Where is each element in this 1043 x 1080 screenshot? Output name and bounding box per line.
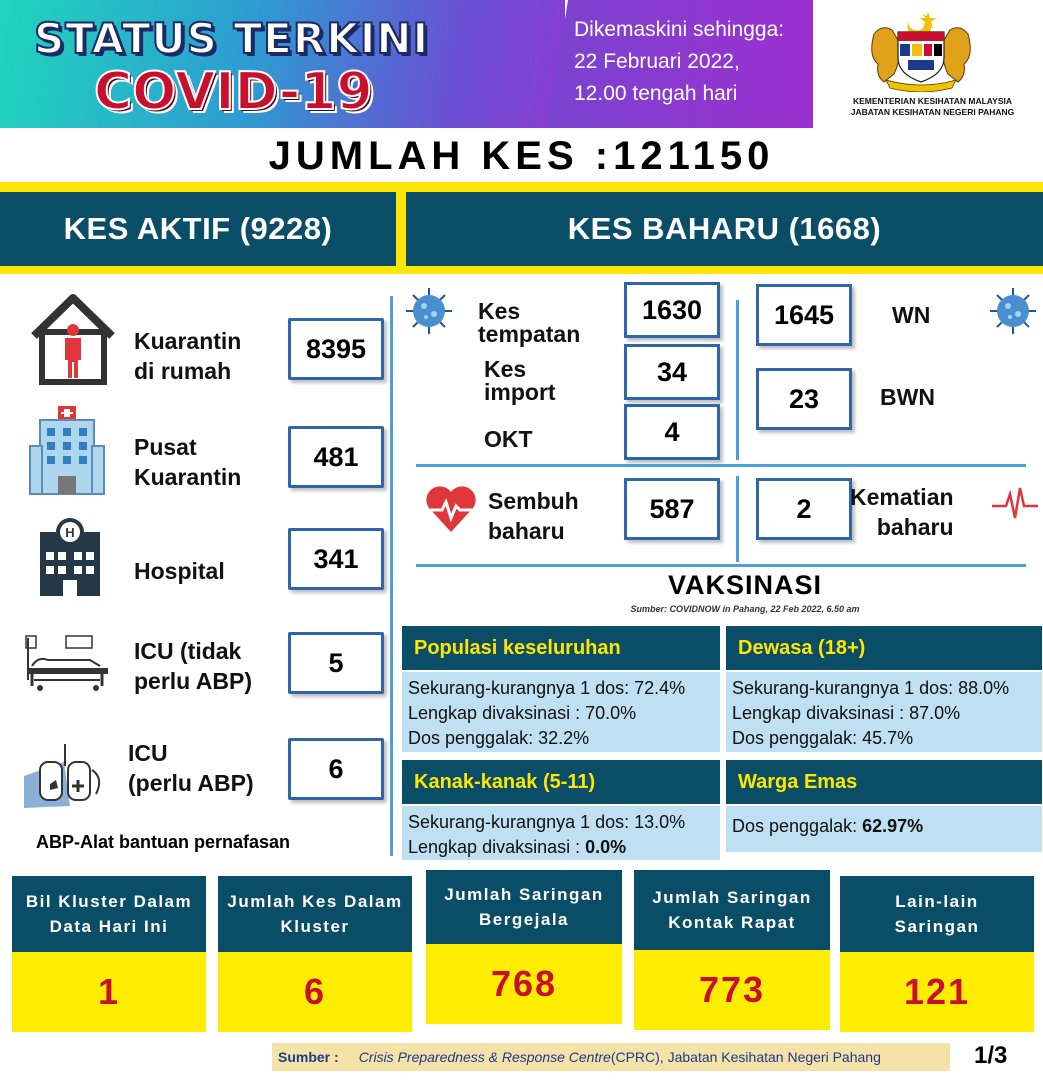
stat-clusters-line-2: Data Hari Ini (49, 917, 169, 936)
page-number: 1/3 (974, 1042, 1008, 1069)
stat-close-contact-line-1: Jumlah Saringan (652, 888, 812, 907)
icu-ventilator-label-1: ICU (128, 740, 168, 766)
okt-label: OKT (484, 426, 533, 452)
imported-cases-label (484, 358, 556, 404)
icu-no-ventilator-value: 5 (288, 632, 384, 694)
non-citizen-cases-value: 23 (756, 368, 852, 430)
vax-adults-card (726, 672, 1042, 752)
total-cases: JUMLAH KES :121150 (268, 134, 775, 178)
local-cases-label-1: Kes (478, 298, 521, 324)
vax-overall-line-1: Sekurang-kurangnya 1 dos: 72.4% (408, 678, 686, 698)
building-icon (28, 404, 106, 496)
vax-adults-line-2: Lengkap divaksinasi : 87.0% (732, 703, 961, 723)
recovery-divider (736, 476, 739, 562)
stat-clusters-line-1: Bil Kluster Dalam (25, 892, 193, 911)
virus-icon (404, 286, 454, 336)
icu-no-ventilator-label (134, 636, 252, 696)
vaccination-separator (416, 564, 1026, 567)
imported-cases-value: 34 (624, 344, 720, 400)
stat-cluster-cases-value: 6 (218, 952, 412, 1032)
lungs-oxygen-icon (20, 740, 112, 810)
source-footer (272, 1043, 950, 1071)
new-cases-separator (416, 464, 1026, 467)
stat-close-contact-line-2: Kontak Rapat (668, 913, 796, 932)
recovered-label (488, 486, 579, 546)
vax-children-line-2-value: 0.0% (585, 837, 627, 857)
stat-symptomatic-value: 768 (426, 944, 622, 1024)
hospital-icon (36, 516, 104, 598)
local-cases-value: 1630 (624, 282, 720, 338)
local-cases-label (478, 300, 580, 346)
covid-title: COVID-19 (94, 62, 373, 122)
vax-children-card (402, 806, 720, 860)
new-cases-divider (736, 300, 739, 460)
recovered-value: 587 (624, 478, 720, 540)
ministry-line-2: JABATAN KESIHATAN NEGERI PAHANG (850, 107, 1015, 117)
stat-close-contact-value: 773 (634, 950, 830, 1030)
vax-overall-card (402, 672, 720, 752)
citizen-label: WN (892, 302, 931, 328)
vax-overall-line-2: Lengkap divaksinasi : 70.0% (408, 703, 637, 723)
stat-other-header (840, 876, 1034, 952)
heartbeat-icon (990, 484, 1040, 524)
svg-text:H: H (65, 525, 75, 540)
heart-icon (424, 484, 478, 534)
source-label: Sumber : (278, 1049, 339, 1065)
update-info (574, 14, 784, 110)
hospital-label: Hospital (134, 558, 225, 584)
vax-seniors-line-1 (732, 814, 1036, 839)
home-quarantine-value: 8395 (288, 318, 384, 380)
source-details: (CPRC), Jabatan Kesihatan Negeri Pahang (610, 1049, 881, 1065)
quarantine-centre-label-1: Pusat (134, 434, 197, 460)
recovered-label-2: baharu (488, 518, 565, 544)
stat-close-contact-header (634, 870, 830, 950)
stat-clusters-header (12, 876, 206, 952)
icu-ventilator-label-2: (perlu ABP) (128, 770, 254, 796)
vax-children-line-2 (408, 835, 714, 860)
ministry-line-1: KEMENTERIAN KESIHATAN MALAYSIA (853, 96, 1012, 106)
imported-cases-label-1: Kes (484, 356, 527, 382)
new-cases-header: KES BAHARU (1668) (406, 192, 1043, 266)
quarantine-centre-label-2: Kuarantin (134, 464, 242, 490)
status-title: STATUS TERKINI (34, 14, 430, 63)
recovered-label-1: Sembuh (488, 488, 579, 514)
virus-icon (988, 286, 1038, 336)
vax-children-line-1: Sekurang-kurangnya 1 dos: 13.0% (408, 812, 686, 832)
stat-symptomatic-header (426, 870, 622, 944)
stat-cluster-cases-line-1: Jumlah Kes Dalam (227, 892, 403, 911)
hospital-bed-icon (18, 632, 112, 692)
imported-cases-label-2: import (484, 379, 556, 405)
vax-seniors-line-1-text: Dos penggalak: (732, 816, 863, 836)
deaths-value: 2 (756, 478, 852, 540)
hospital-value: 341 (288, 528, 384, 590)
vaccination-source: Sumber: COVIDNOW in Pahang, 22 Feb 2022, 6.50 am (630, 604, 860, 614)
vax-overall-line-3: Dos penggalak: 32.2% (408, 728, 590, 748)
update-line-2: 22 Februari 2022, (574, 50, 740, 73)
vax-overall-header: Populasi keseluruhan (402, 626, 720, 670)
coat-of-arms-icon (868, 8, 974, 92)
update-line-1: Dikemaskini sehingga: (574, 18, 785, 41)
stat-other-line-2: Saringan (894, 917, 980, 936)
stat-cluster-cases-line-2: Kluster (280, 917, 350, 936)
home-quarantine-label-1: Kuarantin (134, 328, 242, 354)
source-organisation: Crisis Preparedness & Response Centre (358, 1049, 611, 1065)
home-quarantine-label (134, 326, 241, 386)
active-cases-header: KES AKTIF (9228) (0, 192, 396, 266)
stat-other-line-1: Lain-lain (895, 892, 979, 911)
stat-symptomatic-line-1: Jumlah Saringan (444, 885, 604, 904)
non-citizen-label: BWN (880, 384, 935, 410)
citizen-cases-value: 1645 (756, 284, 852, 346)
vax-seniors-line-1-value: 62.97% (862, 816, 924, 836)
abp-footnote: ABP-Alat bantuan pernafasan (36, 832, 291, 852)
vax-seniors-card (726, 806, 1042, 852)
stat-symptomatic-line-2: Bergejala (478, 910, 570, 929)
local-cases-label-2: tempatan (478, 321, 581, 347)
stat-other-value: 121 (840, 952, 1034, 1032)
vax-adults-line-3: Dos penggalak: 45.7% (732, 728, 914, 748)
deaths-label-2: baharu (876, 514, 954, 540)
update-line-3: 12.00 tengah hari (574, 82, 738, 105)
quarantine-centre-value: 481 (288, 426, 384, 488)
vaccination-title: VAKSINASI (667, 570, 823, 600)
quarantine-centre-label (134, 432, 241, 492)
icu-ventilator-label (128, 738, 254, 798)
icu-ventilator-value: 6 (288, 738, 384, 800)
vax-children-line-2-text: Lengkap divaksinasi : (408, 837, 586, 857)
icu-no-ventilator-label-1: ICU (tidak (134, 638, 242, 664)
vax-adults-line-1: Sekurang-kurangnya 1 dos: 88.0% (732, 678, 1010, 698)
vax-seniors-header: Warga Emas (726, 760, 1042, 804)
okt-value: 4 (624, 404, 720, 460)
deaths-label-1: Kematian (850, 484, 954, 510)
icu-no-ventilator-label-2: perlu ABP) (134, 668, 252, 694)
column-divider (390, 296, 393, 856)
vax-children-header: Kanak-kanak (5-11) (402, 760, 720, 804)
stat-cluster-cases-header (218, 876, 412, 952)
ministry-name (830, 96, 1035, 118)
house-person-icon (28, 292, 118, 386)
vax-adults-header: Dewasa (18+) (726, 626, 1042, 670)
stat-clusters-value: 1 (12, 952, 206, 1032)
deaths-label (850, 482, 954, 542)
home-quarantine-label-2: di rumah (134, 358, 232, 384)
